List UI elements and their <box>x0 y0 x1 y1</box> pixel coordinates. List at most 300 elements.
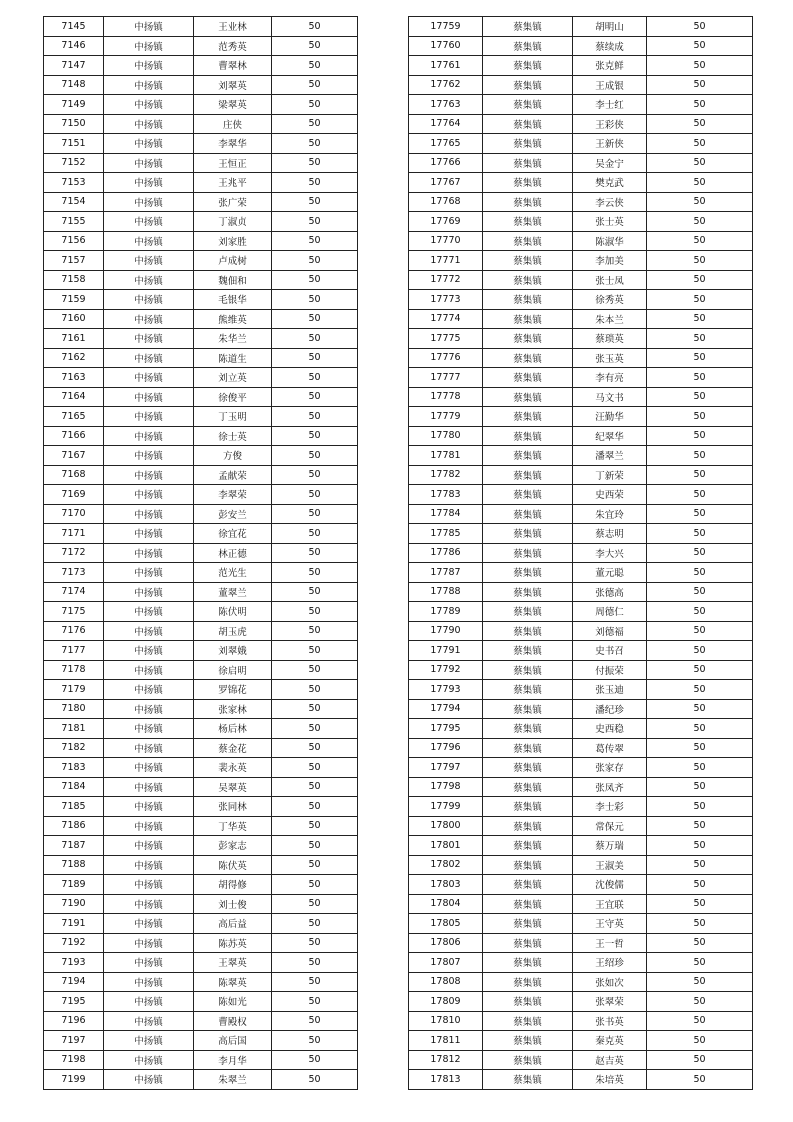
row-number-cell: 7172 <box>44 543 104 563</box>
row-number-cell: 17774 <box>409 309 483 329</box>
table-row <box>44 309 358 329</box>
table-row <box>44 329 358 349</box>
amount-cell: 50 <box>647 797 753 817</box>
row-number-cell: 7199 <box>44 1070 104 1090</box>
town-cell: 蔡集镇 <box>483 777 573 797</box>
name-cell: 葛传翠 <box>573 738 647 758</box>
row-number-cell: 7179 <box>44 680 104 700</box>
name-cell: 罗锦花 <box>194 680 272 700</box>
name-cell: 魏佃和 <box>194 270 272 290</box>
name-cell: 吴翠英 <box>194 777 272 797</box>
row-number-cell: 17762 <box>409 75 483 95</box>
row-number-cell: 7167 <box>44 446 104 466</box>
name-cell: 方俊 <box>194 446 272 466</box>
town-cell: 中扬镇 <box>104 36 194 56</box>
amount-cell: 50 <box>647 290 753 310</box>
amount-cell: 50 <box>272 894 358 914</box>
town-cell: 蔡集镇 <box>483 192 573 212</box>
table-row <box>409 758 753 778</box>
row-number-cell: 17796 <box>409 738 483 758</box>
town-cell: 中扬镇 <box>104 290 194 310</box>
row-number-cell: 7161 <box>44 329 104 349</box>
amount-cell: 50 <box>272 504 358 524</box>
town-cell: 中扬镇 <box>104 368 194 388</box>
amount-cell: 50 <box>272 680 358 700</box>
table-row <box>44 1031 358 1051</box>
name-cell: 蔡琐英 <box>573 329 647 349</box>
table-row <box>44 56 358 76</box>
amount-cell: 50 <box>272 270 358 290</box>
table-row <box>44 426 358 446</box>
table-row <box>44 758 358 778</box>
town-cell: 蔡集镇 <box>483 894 573 914</box>
table-row <box>44 1050 358 1070</box>
amount-cell: 50 <box>272 387 358 407</box>
town-cell: 中扬镇 <box>104 426 194 446</box>
town-cell: 中扬镇 <box>104 192 194 212</box>
amount-cell: 50 <box>272 1070 358 1090</box>
amount-cell: 50 <box>647 270 753 290</box>
town-cell: 中扬镇 <box>104 134 194 154</box>
row-number-cell: 7163 <box>44 368 104 388</box>
table-row <box>409 231 753 251</box>
town-cell: 蔡集镇 <box>483 387 573 407</box>
table-row <box>44 134 358 154</box>
name-cell: 朱培英 <box>573 1070 647 1090</box>
amount-cell: 50 <box>272 290 358 310</box>
name-cell: 范秀英 <box>194 36 272 56</box>
amount-cell: 50 <box>647 465 753 485</box>
town-cell: 蔡集镇 <box>483 972 573 992</box>
town-cell: 中扬镇 <box>104 270 194 290</box>
table-row <box>409 621 753 641</box>
name-cell: 胡玉虎 <box>194 621 272 641</box>
row-number-cell: 7176 <box>44 621 104 641</box>
name-cell: 毛银华 <box>194 290 272 310</box>
row-number-cell: 7148 <box>44 75 104 95</box>
table-row <box>409 894 753 914</box>
table-row <box>44 290 358 310</box>
row-number-cell: 7151 <box>44 134 104 154</box>
amount-cell: 50 <box>272 251 358 271</box>
amount-cell: 50 <box>647 992 753 1012</box>
row-number-cell: 17808 <box>409 972 483 992</box>
row-number-cell: 17787 <box>409 563 483 583</box>
table-row <box>44 621 358 641</box>
town-cell: 蔡集镇 <box>483 309 573 329</box>
table-row <box>409 114 753 134</box>
row-number-cell: 17812 <box>409 1050 483 1070</box>
row-number-cell: 17768 <box>409 192 483 212</box>
table-row <box>44 933 358 953</box>
name-cell: 丁华英 <box>194 816 272 836</box>
name-cell: 王宜联 <box>573 894 647 914</box>
amount-cell: 50 <box>272 738 358 758</box>
row-number-cell: 7188 <box>44 855 104 875</box>
name-cell: 王绍珍 <box>573 953 647 973</box>
left-table-body <box>44 17 358 1090</box>
town-cell: 中扬镇 <box>104 641 194 661</box>
name-cell: 蔡金花 <box>194 738 272 758</box>
row-number-cell: 7147 <box>44 56 104 76</box>
amount-cell: 50 <box>272 953 358 973</box>
table-row <box>409 75 753 95</box>
town-cell: 蔡集镇 <box>483 875 573 895</box>
amount-cell: 50 <box>272 1011 358 1031</box>
table-row <box>409 270 753 290</box>
town-cell: 蔡集镇 <box>483 407 573 427</box>
amount-cell: 50 <box>272 1031 358 1051</box>
name-cell: 陈伏明 <box>194 602 272 622</box>
name-cell: 丁淑贞 <box>194 212 272 232</box>
table-row <box>44 387 358 407</box>
table-row <box>409 992 753 1012</box>
row-number-cell: 7183 <box>44 758 104 778</box>
town-cell: 蔡集镇 <box>483 446 573 466</box>
name-cell: 史书召 <box>573 641 647 661</box>
row-number-cell: 17770 <box>409 231 483 251</box>
table-row <box>44 582 358 602</box>
row-number-cell: 7152 <box>44 153 104 173</box>
name-cell: 陈如光 <box>194 992 272 1012</box>
amount-cell: 50 <box>647 875 753 895</box>
table-row <box>44 270 358 290</box>
amount-cell: 50 <box>272 972 358 992</box>
town-cell: 蔡集镇 <box>483 621 573 641</box>
amount-cell: 50 <box>647 738 753 758</box>
amount-cell: 50 <box>647 1031 753 1051</box>
town-cell: 蔡集镇 <box>483 797 573 817</box>
town-cell: 蔡集镇 <box>483 56 573 76</box>
row-number-cell: 7146 <box>44 36 104 56</box>
name-cell: 张书英 <box>573 1011 647 1031</box>
name-cell: 蔡续成 <box>573 36 647 56</box>
town-cell: 中扬镇 <box>104 173 194 193</box>
table-row <box>44 836 358 856</box>
amount-cell: 50 <box>272 524 358 544</box>
town-cell: 中扬镇 <box>104 17 194 37</box>
amount-cell: 50 <box>647 524 753 544</box>
table-row <box>409 933 753 953</box>
row-number-cell: 17792 <box>409 660 483 680</box>
amount-cell: 50 <box>272 173 358 193</box>
table-row <box>44 348 358 368</box>
table-row <box>409 368 753 388</box>
amount-cell: 50 <box>272 17 358 37</box>
row-number-cell: 7184 <box>44 777 104 797</box>
row-number-cell: 17781 <box>409 446 483 466</box>
table-row <box>409 914 753 934</box>
amount-cell: 50 <box>272 719 358 739</box>
amount-cell: 50 <box>647 192 753 212</box>
amount-cell: 50 <box>647 485 753 505</box>
town-cell: 蔡集镇 <box>483 95 573 115</box>
name-cell: 朱宜玲 <box>573 504 647 524</box>
row-number-cell: 17769 <box>409 212 483 232</box>
name-cell: 陈道生 <box>194 348 272 368</box>
town-cell: 中扬镇 <box>104 914 194 934</box>
name-cell: 付振荣 <box>573 660 647 680</box>
row-number-cell: 17778 <box>409 387 483 407</box>
town-cell: 中扬镇 <box>104 75 194 95</box>
name-cell: 蔡万瑞 <box>573 836 647 856</box>
table-row <box>44 446 358 466</box>
row-number-cell: 7195 <box>44 992 104 1012</box>
table-row <box>409 816 753 836</box>
row-number-cell: 17809 <box>409 992 483 1012</box>
table-row <box>409 797 753 817</box>
town-cell: 蔡集镇 <box>483 680 573 700</box>
table-row <box>44 524 358 544</box>
row-number-cell: 17759 <box>409 17 483 37</box>
row-number-cell: 7193 <box>44 953 104 973</box>
amount-cell: 50 <box>272 95 358 115</box>
row-number-cell: 7197 <box>44 1031 104 1051</box>
name-cell: 张翠荣 <box>573 992 647 1012</box>
name-cell: 丁玉明 <box>194 407 272 427</box>
row-number-cell: 7186 <box>44 816 104 836</box>
amount-cell: 50 <box>647 504 753 524</box>
row-number-cell: 7149 <box>44 95 104 115</box>
name-cell: 刘翠娥 <box>194 641 272 661</box>
town-cell: 中扬镇 <box>104 797 194 817</box>
row-number-cell: 17797 <box>409 758 483 778</box>
town-cell: 蔡集镇 <box>483 270 573 290</box>
amount-cell: 50 <box>272 134 358 154</box>
row-number-cell: 17771 <box>409 251 483 271</box>
amount-cell: 50 <box>647 894 753 914</box>
town-cell: 中扬镇 <box>104 894 194 914</box>
amount-cell: 50 <box>272 816 358 836</box>
amount-cell: 50 <box>647 602 753 622</box>
name-cell: 徐宜花 <box>194 524 272 544</box>
row-number-cell: 17786 <box>409 543 483 563</box>
town-cell: 蔡集镇 <box>483 1031 573 1051</box>
table-row <box>409 543 753 563</box>
town-cell: 蔡集镇 <box>483 933 573 953</box>
name-cell: 王彩侠 <box>573 114 647 134</box>
table-row <box>409 641 753 661</box>
row-number-cell: 7178 <box>44 660 104 680</box>
name-cell: 张家林 <box>194 699 272 719</box>
name-cell: 史西稳 <box>573 719 647 739</box>
amount-cell: 50 <box>647 251 753 271</box>
name-cell: 王守英 <box>573 914 647 934</box>
table-row <box>409 1050 753 1070</box>
row-number-cell: 17767 <box>409 173 483 193</box>
town-cell: 中扬镇 <box>104 231 194 251</box>
table-row <box>44 231 358 251</box>
row-number-cell: 17795 <box>409 719 483 739</box>
amount-cell: 50 <box>272 368 358 388</box>
amount-cell: 50 <box>272 309 358 329</box>
town-cell: 中扬镇 <box>104 699 194 719</box>
name-cell: 王业林 <box>194 17 272 37</box>
town-cell: 蔡集镇 <box>483 134 573 154</box>
amount-cell: 50 <box>647 387 753 407</box>
name-cell: 胡得修 <box>194 875 272 895</box>
town-cell: 蔡集镇 <box>483 465 573 485</box>
name-cell: 张克鲜 <box>573 56 647 76</box>
name-cell: 张德高 <box>573 582 647 602</box>
table-row <box>409 563 753 583</box>
name-cell: 熊维英 <box>194 309 272 329</box>
row-number-cell: 17777 <box>409 368 483 388</box>
row-number-cell: 17801 <box>409 836 483 856</box>
amount-cell: 50 <box>647 368 753 388</box>
row-number-cell: 17811 <box>409 1031 483 1051</box>
row-number-cell: 17789 <box>409 602 483 622</box>
town-cell: 蔡集镇 <box>483 231 573 251</box>
row-number-cell: 7162 <box>44 348 104 368</box>
table-row <box>44 972 358 992</box>
amount-cell: 50 <box>272 75 358 95</box>
name-cell: 林正德 <box>194 543 272 563</box>
row-number-cell: 17782 <box>409 465 483 485</box>
row-number-cell: 7191 <box>44 914 104 934</box>
amount-cell: 50 <box>272 192 358 212</box>
name-cell: 曹翠林 <box>194 56 272 76</box>
name-cell: 杨后林 <box>194 719 272 739</box>
row-number-cell: 7160 <box>44 309 104 329</box>
table-row <box>44 543 358 563</box>
row-number-cell: 17794 <box>409 699 483 719</box>
town-cell: 中扬镇 <box>104 582 194 602</box>
name-cell: 周德仁 <box>573 602 647 622</box>
town-cell: 中扬镇 <box>104 446 194 466</box>
amount-cell: 50 <box>272 231 358 251</box>
row-number-cell: 17813 <box>409 1070 483 1090</box>
amount-cell: 50 <box>647 855 753 875</box>
row-number-cell: 17807 <box>409 953 483 973</box>
amount-cell: 50 <box>647 816 753 836</box>
town-cell: 蔡集镇 <box>483 543 573 563</box>
table-row <box>409 602 753 622</box>
town-cell: 蔡集镇 <box>483 348 573 368</box>
name-cell: 李加美 <box>573 251 647 271</box>
amount-cell: 50 <box>272 212 358 232</box>
table-row <box>409 524 753 544</box>
amount-cell: 50 <box>647 758 753 778</box>
row-number-cell: 17799 <box>409 797 483 817</box>
row-number-cell: 7171 <box>44 524 104 544</box>
name-cell: 李士彩 <box>573 797 647 817</box>
left-table <box>43 16 358 1090</box>
row-number-cell: 7166 <box>44 426 104 446</box>
amount-cell: 50 <box>272 153 358 173</box>
amount-cell: 50 <box>272 914 358 934</box>
name-cell: 李翠荣 <box>194 485 272 505</box>
town-cell: 蔡集镇 <box>483 660 573 680</box>
name-cell: 陈苏英 <box>194 933 272 953</box>
amount-cell: 50 <box>272 777 358 797</box>
amount-cell: 50 <box>647 641 753 661</box>
town-cell: 蔡集镇 <box>483 173 573 193</box>
name-cell: 王兆平 <box>194 173 272 193</box>
town-cell: 蔡集镇 <box>483 524 573 544</box>
name-cell: 刘翠英 <box>194 75 272 95</box>
town-cell: 蔡集镇 <box>483 504 573 524</box>
row-number-cell: 17788 <box>409 582 483 602</box>
amount-cell: 50 <box>647 95 753 115</box>
name-cell: 孟献荣 <box>194 465 272 485</box>
amount-cell: 50 <box>647 1011 753 1031</box>
town-cell: 蔡集镇 <box>483 212 573 232</box>
amount-cell: 50 <box>272 407 358 427</box>
town-cell: 中扬镇 <box>104 816 194 836</box>
name-cell: 王成银 <box>573 75 647 95</box>
table-row <box>44 777 358 797</box>
town-cell: 蔡集镇 <box>483 758 573 778</box>
amount-cell: 50 <box>647 231 753 251</box>
row-number-cell: 17803 <box>409 875 483 895</box>
name-cell: 彭家志 <box>194 836 272 856</box>
row-number-cell: 17763 <box>409 95 483 115</box>
amount-cell: 50 <box>647 953 753 973</box>
amount-cell: 50 <box>647 75 753 95</box>
name-cell: 王新侠 <box>573 134 647 154</box>
table-row <box>409 36 753 56</box>
row-number-cell: 17760 <box>409 36 483 56</box>
row-number-cell: 7187 <box>44 836 104 856</box>
name-cell: 樊克武 <box>573 173 647 193</box>
amount-cell: 50 <box>647 621 753 641</box>
amount-cell: 50 <box>647 212 753 232</box>
right-table-body <box>409 17 753 1090</box>
town-cell: 蔡集镇 <box>483 1050 573 1070</box>
town-cell: 蔡集镇 <box>483 992 573 1012</box>
row-number-cell: 17804 <box>409 894 483 914</box>
row-number-cell: 17802 <box>409 855 483 875</box>
table-row <box>44 914 358 934</box>
amount-cell: 50 <box>647 582 753 602</box>
amount-cell: 50 <box>272 56 358 76</box>
town-cell: 中扬镇 <box>104 621 194 641</box>
row-number-cell: 17785 <box>409 524 483 544</box>
name-cell: 徐启明 <box>194 660 272 680</box>
town-cell: 蔡集镇 <box>483 368 573 388</box>
name-cell: 曹殿权 <box>194 1011 272 1031</box>
row-number-cell: 17800 <box>409 816 483 836</box>
amount-cell: 50 <box>647 836 753 856</box>
row-number-cell: 7169 <box>44 485 104 505</box>
town-cell: 中扬镇 <box>104 95 194 115</box>
name-cell: 赵吉英 <box>573 1050 647 1070</box>
name-cell: 卢成树 <box>194 251 272 271</box>
amount-cell: 50 <box>272 641 358 661</box>
town-cell: 中扬镇 <box>104 660 194 680</box>
table-row <box>44 465 358 485</box>
name-cell: 梁翠英 <box>194 95 272 115</box>
amount-cell: 50 <box>647 1070 753 1090</box>
name-cell: 徐士英 <box>194 426 272 446</box>
name-cell: 李大兴 <box>573 543 647 563</box>
name-cell: 陈淑华 <box>573 231 647 251</box>
town-cell: 蔡集镇 <box>483 855 573 875</box>
amount-cell: 50 <box>647 914 753 934</box>
town-cell: 蔡集镇 <box>483 1070 573 1090</box>
town-cell: 蔡集镇 <box>483 602 573 622</box>
amount-cell: 50 <box>272 485 358 505</box>
row-number-cell: 7196 <box>44 1011 104 1031</box>
town-cell: 蔡集镇 <box>483 75 573 95</box>
table-row <box>44 1070 358 1090</box>
town-cell: 蔡集镇 <box>483 485 573 505</box>
name-cell: 纪翠华 <box>573 426 647 446</box>
name-cell: 张士英 <box>573 212 647 232</box>
row-number-cell: 7174 <box>44 582 104 602</box>
name-cell: 董翠兰 <box>194 582 272 602</box>
